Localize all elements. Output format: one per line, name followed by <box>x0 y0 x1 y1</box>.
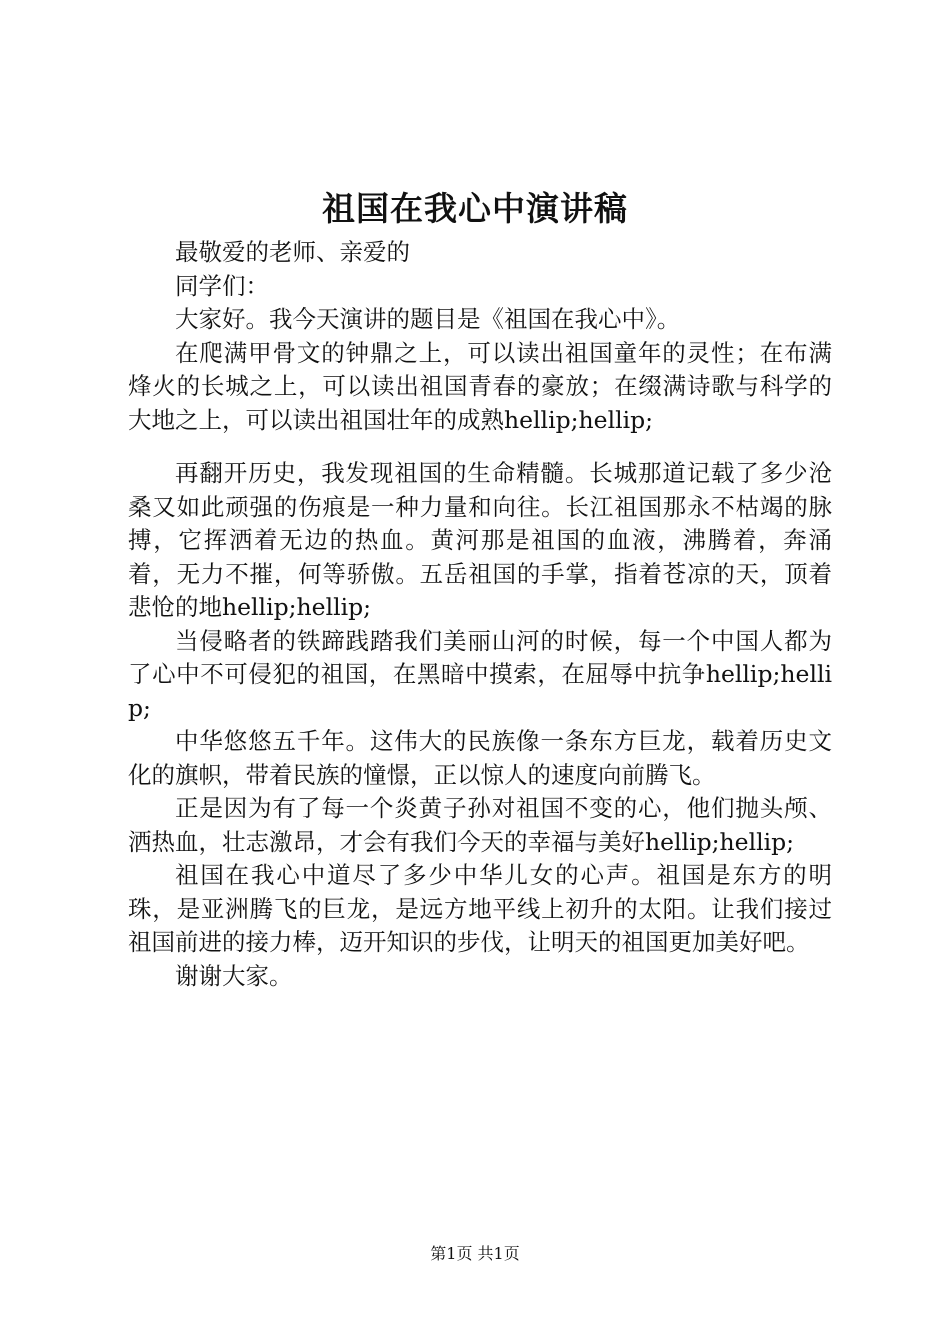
paragraph-salutation-2: 同学们： <box>175 271 269 300</box>
paragraph-5: 正是因为有了每一个炎黄子孙对祖国不变的心，他们抛头颅、洒热血，壮志激昂，才会有我们今天的幸福与美好hellip;hellip; <box>128 794 832 856</box>
paragraph-6: 祖国在我心中道尽了多少中华儿女的心声。祖国是东方的明珠，是亚洲腾飞的巨龙，是远方地平线上初升的太阳。让我们接过祖国前进的接力棒，迈开知识的步伐，让明天的祖国更加美好吧。 <box>128 861 832 956</box>
paragraph-1: 在爬满甲骨文的钟鼎之上，可以读出祖国童年的灵性；在布满烽火的长城之上，可以读出祖国青春的豪放；在缀满诗歌与科学的大地之上，可以读出祖国壮年的成熟hellip;hellip; <box>128 338 832 434</box>
paragraph-4: 中华悠悠五千年。这伟大的民族像一条东方巨龙，载着历史文化的旗帜，带着民族的憧憬，正以惊人的速度向前腾飞。 <box>128 727 832 789</box>
paragraph-salutation-1: 最敬爱的老师、亲爱的 <box>175 238 410 266</box>
paragraph-2: 再翻开历史，我发现祖国的生命精髓。长城那道记载了多少沧桑又如此顽强的伤痕是一种力量和向往。长江祖国那永不枯竭的脉搏，它挥洒着无边的热血。黄河那是祖国的血液，沸腾着，奔涌着，无力不摧，何等骄傲。五岳祖国的手掌，指着苍凉的天，顶着悲怆的地hellip;hellip; <box>128 459 832 621</box>
paragraph-closing: 谢谢大家。 <box>175 961 293 990</box>
document-title: 祖国在我心中演讲稿 <box>322 189 628 228</box>
page-footer: 第1页 共1页 <box>430 1244 520 1263</box>
paragraph-greeting: 大家好。我今天演讲的题目是《祖国在我心中》。 <box>175 305 681 333</box>
paragraph-3: 当侵略者的铁蹄践踏我们美丽山河的时候，每一个中国人都为了心中不可侵犯的祖国，在黑暗中摸索，在屈辱中抗争hellip;hellip; <box>128 626 832 722</box>
document-body <box>128 236 832 993</box>
